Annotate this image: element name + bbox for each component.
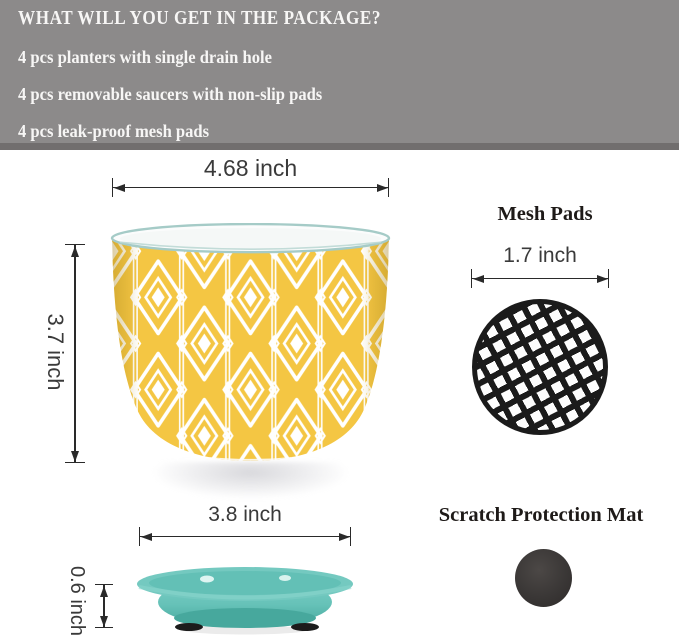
dim-line: [471, 278, 609, 279]
dim-tick: [350, 527, 351, 546]
package-item: 4 pcs removable saucers with non-slip pads: [18, 84, 323, 104]
mesh-pad-photo: [472, 299, 608, 435]
saucer-height-label: 0.6 inch: [66, 565, 88, 637]
arrow-down-icon: [71, 451, 79, 462]
dim-tick: [608, 269, 609, 288]
dim-tick: [388, 178, 389, 197]
planter-photo: [110, 223, 391, 464]
arrow-right-icon: [597, 275, 608, 283]
dim-tick: [95, 627, 113, 628]
mesh-diameter-dimension: [471, 269, 609, 288]
planter-width-label: 4.68 inch: [203, 155, 298, 181]
planter-height-label: 3.7 inch: [43, 313, 68, 391]
scratch-mat-photo: [515, 549, 572, 607]
saucer-width-label: 3.8 inch: [208, 503, 282, 526]
header-banner: [0, 0, 679, 150]
mesh-pads-title: Mesh Pads: [497, 203, 593, 225]
dim-line: [112, 187, 389, 188]
arrow-down-icon: [100, 616, 108, 627]
planter-height-dimension: [65, 244, 85, 463]
dim-line: [139, 536, 351, 537]
package-item: 4 pcs leak-proof mesh pads: [18, 121, 210, 141]
planter-reflection: [148, 462, 353, 500]
arrow-right-icon: [339, 533, 350, 541]
dim-line: [74, 244, 75, 463]
saucer-height-dimension: [95, 584, 113, 628]
mesh-diameter-label: 1.7 inch: [503, 244, 577, 267]
dim-tick: [65, 462, 85, 463]
planter-width-dimension: [112, 178, 389, 197]
arrow-right-icon: [377, 184, 388, 192]
saucer-photo: [133, 562, 357, 638]
package-item: 4 pcs planters with single drain hole: [18, 47, 272, 67]
saucer-width-dimension: [139, 527, 351, 546]
header-title: WHAT WILL YOU GET IN THE PACKAGE?: [18, 8, 381, 29]
scratch-mat-title: Scratch Protection Mat: [438, 504, 644, 526]
